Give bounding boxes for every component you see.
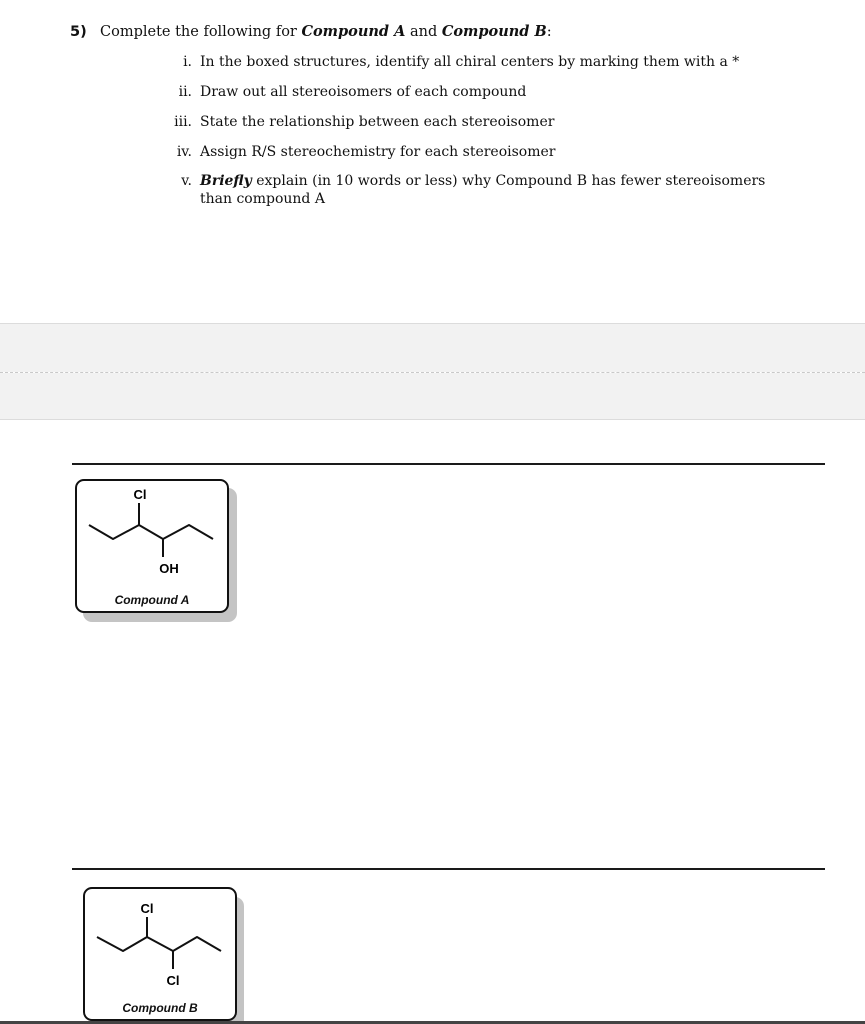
compound-b-name: Compound B: [122, 1001, 198, 1015]
item-text: [200, 172, 800, 208]
instruction-item-3: [160, 113, 800, 131]
question-compound-b: Compound B: [441, 23, 547, 40]
question-prefix: Complete the following for: [100, 24, 302, 40]
instruction-item-4: [160, 143, 800, 161]
instruction-item-5: [160, 172, 800, 208]
item-numeral: i.: [183, 54, 192, 70]
question-and: and: [405, 24, 442, 40]
hydroxyl-label: OH: [159, 561, 179, 576]
item-emphasis: Briefly: [200, 173, 252, 189]
item-numeral: v.: [181, 173, 192, 189]
question-compound-a: Compound A: [301, 23, 406, 40]
page-separator-band-bottom: [0, 373, 865, 420]
chlorine-bottom-label: Cl: [166, 973, 180, 988]
item-numeral: ii.: [178, 84, 192, 100]
compound-a-name: Compound A: [114, 593, 190, 607]
page-separator-band-top: [0, 323, 865, 372]
item-text: State the relationship between each stereoisomer: [200, 114, 555, 130]
compound-a-box: [75, 479, 229, 613]
chlorine-label: Cl: [133, 487, 147, 502]
section-rule-a: [72, 463, 825, 465]
carbon-chain: [89, 525, 213, 539]
compound-b-box: [83, 887, 237, 1021]
question-suffix: :: [546, 24, 552, 40]
question-number: 5): [70, 24, 87, 40]
item-text: Assign R/S stereochemistry for each stereoisomer: [200, 144, 556, 160]
item-rest: explain (in 10 words or less) why Compound B has fewer stereoisomers than compound A: [200, 173, 766, 207]
carbon-chain: [97, 937, 221, 951]
instruction-item-2: [160, 83, 800, 101]
item-text: Draw out all stereoisomers of each compound: [200, 84, 527, 100]
chlorine-top-label: Cl: [140, 901, 154, 916]
item-text: In the boxed structures, identify all chiral centers by marking them with a *: [200, 54, 740, 70]
instruction-item-1: [160, 53, 800, 71]
question-header: [70, 22, 552, 42]
section-rule-b: [72, 868, 825, 870]
item-numeral: iv.: [176, 144, 192, 160]
item-numeral: iii.: [174, 114, 192, 130]
